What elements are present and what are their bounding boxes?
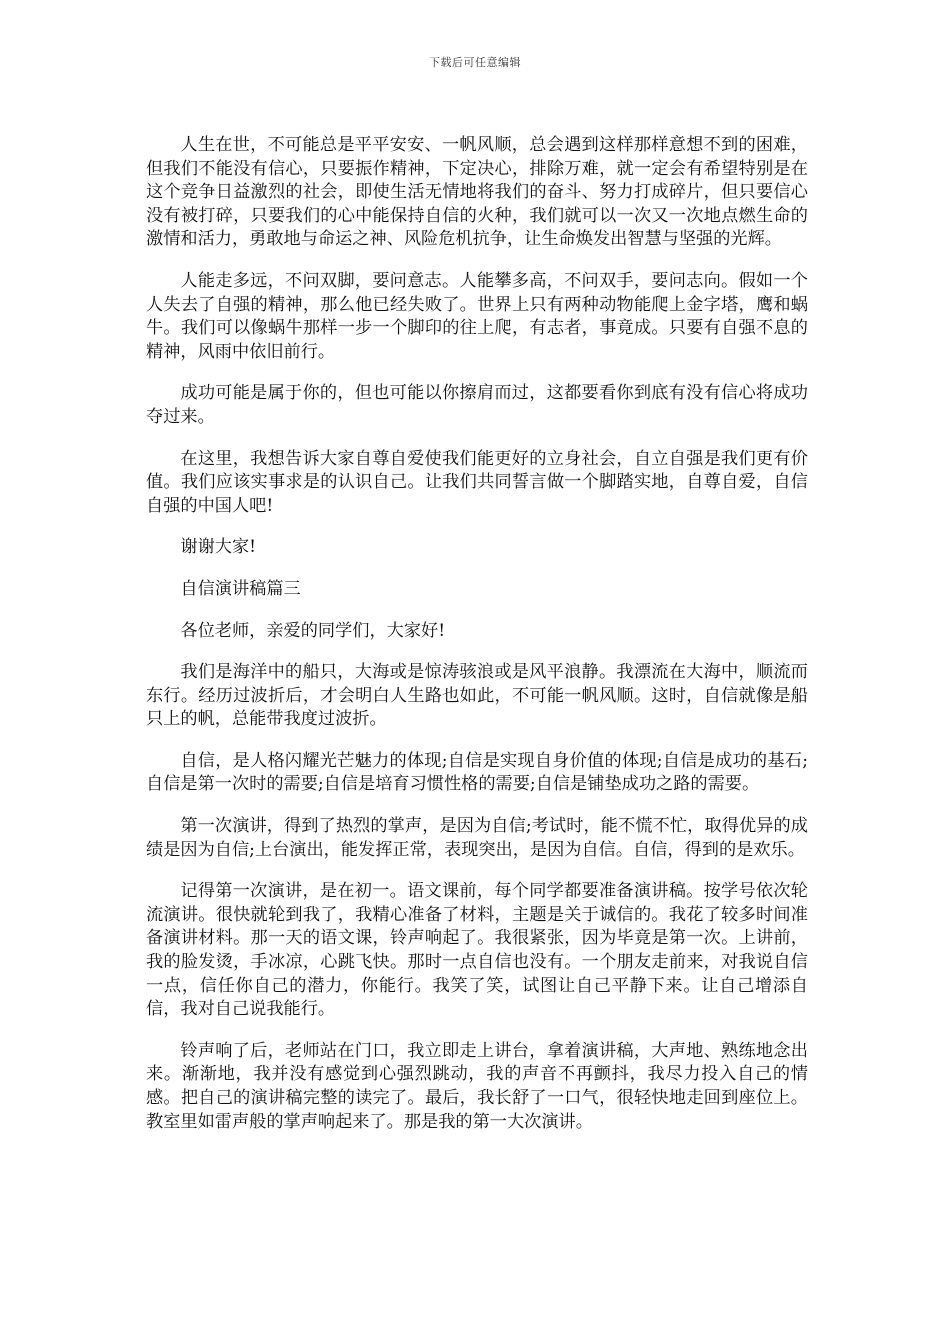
section-title: 自信演讲稿篇三 xyxy=(180,578,301,599)
paragraph: 我们是海洋中的船只，大海或是惊涛骇浪或是风平浪静。我漂流在大海中，顺流而东行。经历过波折后，才会明白人生路也如此，不可能一帆风顺。这时，自信就像是船只上的帆，总能带我度过波折。 xyxy=(146,662,808,730)
paragraph: 成功可能是属于你的，但也可能以你擦肩而过，这都要看你到底有没有信心将成功夺过来。 xyxy=(146,383,808,427)
closing-line: 谢谢大家! xyxy=(180,537,257,558)
paragraph: 记得第一次演讲，是在初一。语文课前，每个同学都要准备演讲稿。按学号依次轮流演讲。很快就轮到我了，我精心准备了材料，主题是关于诚信的。我花了较多时间准备演讲材料。那一天的语文课，铃声响起了。我很紧张，因为毕竟是第一次。上讲前，我的脸发烫，手冰凉，心跳飞快。那时一点自信也没有。一个朋友走前来，对我说自信一点，信任你自己的潜力，你能行。我笑了笑，试图让自己平静下来。让自己增添自信，我对自己说我能行。 xyxy=(146,881,808,1020)
document-body xyxy=(146,134,808,1152)
paragraph: 人能走多远，不问双脚，要问意志。人能攀多高，不问双手，要问志向。假如一个人失去了自强的精神，那么他已经失败了。世界上只有两种动物能爬上金字塔，鹰和蜗牛。我们可以像蜗牛那样一步一个脚印的往上爬，有志者，事竟成。只要有自强不息的精神，风雨中依旧前行。 xyxy=(146,270,808,362)
paragraph: 第一次演讲，得到了热烈的掌声，是因为自信;考试时，能不慌不忙，取得优异的成绩是因为自信;上台演出，能发挥正常，表现突出，是因为自信。自信，得到的是欢乐。 xyxy=(146,816,808,860)
greeting: 各位老师，亲爱的同学们，大家好! xyxy=(180,620,446,641)
paragraph: 铃声响了后，老师站在门口，我立即走上讲台，拿着演讲稿，大声地、熟练地念出来。渐渐地，我并没有感觉到心强烈跳动，我的声音不再颤抖，我尽力投入自己的情感。把自己的演讲稿完整的读完了。最后，我长舒了一口气，很轻快地走回到座位上。教室里如雷声般的掌声响起来了。那是我的第一大次演讲。 xyxy=(146,1040,808,1132)
paragraph: 在这里，我想告诉大家自尊自爱使我们能更好的立身社会，自立自强是我们更有价值。我们应该实事求是的认识自己。让我们共同誓言做一个脚踏实地，自尊自爱，自信自强的中国人吧! xyxy=(146,448,808,516)
paragraph: 人生在世，不可能总是平平安安、一帆风顺，总会遇到这样那样意想不到的困难，但我们不能没有信心，只要振作精神，下定决心，排除万难，就一定会有希望特别是在这个竞争日益激烈的社会，即使生活无情地将我们的奋斗、努力打成碎片，但只要信心没有被打碎，只要我们的心中能保持自信的火种，我们就可以一次又一次地点燃生命的激情和活力，勇敢地与命运之神、风险危机抗争，让生命焕发出智慧与坚强的光辉。 xyxy=(146,135,808,250)
page-header: 下载后可任意编辑 xyxy=(429,56,521,69)
paragraph: 自信，是人格闪耀光芒魅力的体现;自信是实现自身价值的体现;自信是成功的基石;自信是第一次时的需要;自信是培育习惯性格的需要;自信是铺垫成功之路的需要。 xyxy=(146,750,808,795)
